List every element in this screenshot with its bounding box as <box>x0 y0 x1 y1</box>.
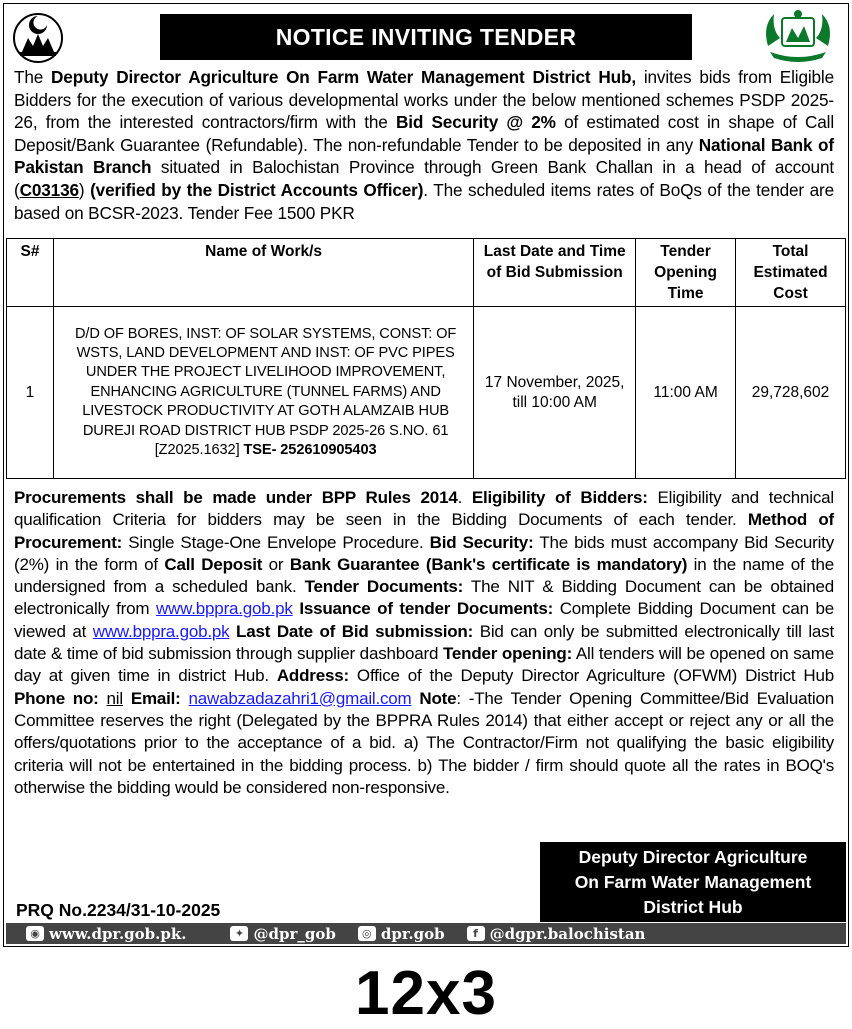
header-opening: Tender Opening Time <box>636 239 736 307</box>
notice-title: NOTICE INVITING TENDER <box>160 14 692 60</box>
signature-line-3: District Hub <box>643 896 743 917</box>
header-work: Name of Work/s <box>53 239 473 307</box>
header-cost: Total Estimated Cost <box>736 239 846 307</box>
signature-line-1: Deputy Director Agriculture <box>578 846 808 867</box>
footer-bar <box>6 923 846 944</box>
header-sno: S# <box>7 239 54 307</box>
email-link[interactable]: nawabzadazahri1@gmail.com <box>188 688 412 708</box>
twitter-icon: ✦ <box>230 926 248 941</box>
bppra-link-2[interactable]: www.bppra.gob.pk <box>92 621 230 641</box>
signature-line-2: On Farm Water Management <box>574 871 812 892</box>
row-last-date: 17 November, 2025, till 10:00 AM <box>474 307 636 479</box>
row-work: D/D OF BORES, INST: OF SOLAR SYSTEMS, CONST: OF WSTS, LAND DEVELOPMENT AND INST: OF PVC PIPES UNDER THE PROJECT LIVELIHOOD IMPROVEMENT, ENHANCING AGRICULTURE (TUNNEL FARMS) AND LIVESTOCK PRODUCTIVITY AT GOTH ALAMZAIB HUB DUREJI ROAD DISTRICT HUB PSDP 2025-26 S.NO. 61 [Z2025.1632] TSE- 252610905403 <box>53 307 473 479</box>
terms-paragraph: Procurements shall be made under BPP Rules 2014. Eligibility of Bidders: Eligibility and technical qualification Criteria for bidders may be seen in the Bidding Documents of each tender. Method of Procurement: Single Stage-One Envelope Procedure. Bid Security: The bids must accompany Bid Security (2%) in the form of Call Deposit or Bank Guarantee (Bank's certificate is mandatory) in the name of the undersigned from a scheduled bank. Tender Documents: The NIT & Bidding Document can be obtained electronically from www.bppra.gob.pk Issuance of tender Documents: Complete Bidding Document can be viewed at www.bppra.gob.pk Last Date of Bid submission: Bid can only be submitted electronically till last date & time of bid submission through supplier dashboard Tender opening: All tenders will be opened on same day at given time in district Hub. Address: Office of the Deputy Director Agriculture (OFWM) District Hub Phone no: nil Email: nawabzadazahri1@gmail.com Note: -The Tender Opening Committee/Bid Evaluation Committee reserves the right (Delegated by the BPPRA Rules 2014) that either accept or reject any or all the offers/quotations prior to the acceptance of a bid. a) The Contractor/Firm not qualifying the basic eligibility criteria will not be entertained in the bidding process. b) The bidder / firm should quote all the rates in BOQ's otherwise the bidding would be considered non-responsive. <box>14 488 835 797</box>
ad-size-label: 12x3 <box>355 959 497 1028</box>
tender-table <box>6 238 846 479</box>
bppra-link-1[interactable]: www.bppra.gob.pk <box>155 599 293 619</box>
table-header-row <box>7 239 846 307</box>
row-tse: TSE- 252610905403 <box>243 442 377 459</box>
instagram-icon: ◎ <box>358 926 376 941</box>
header-last-date: Last Date and Time of Bid Submission <box>474 239 636 307</box>
row-sno: 1 <box>7 307 54 479</box>
row-opening: 11:00 AM <box>636 307 736 479</box>
account-head: C03136 <box>19 179 79 200</box>
prq-number: PRQ No.2234/31-10-2025 <box>16 900 221 920</box>
footer-twitter[interactable]: ✦ @dpr_gob <box>230 925 335 943</box>
balochistan-emblem-icon <box>10 8 66 64</box>
footer-instagram[interactable]: ◎ dpr.gob <box>358 925 445 943</box>
intro-paragraph: The Deputy Director Agriculture On Farm Water Management District Hub, invites bids from Eligible Bidders for the execution of various developmental works under the below mentioned schemes PSDP 2025-26, from the interested contractors/firm with the Bid Security @ 2% of estimated cost in shape of Call Deposit/Bank Guarantee (Refundable). The non-refundable Tender to be deposited in any National Bank of Pakistan Branch situated in Balochistan Province through Green Bank Challan in a head of account (C03136) (verified by the District Accounts Officer). The scheduled items rates of BoQs of the tender are based on BCSR-2023. Tender Fee 1500 PKR <box>14 67 835 223</box>
table-row <box>7 307 846 479</box>
facebook-icon: f <box>467 926 485 941</box>
signature-block <box>540 842 846 922</box>
globe-icon: ◉ <box>26 926 44 941</box>
row-cost: 29,728,602 <box>736 307 846 479</box>
phone-value: nil <box>106 688 123 708</box>
government-crest-icon <box>760 6 836 64</box>
footer-website[interactable]: ◉ www.dpr.gob.pk. <box>26 925 186 943</box>
footer-facebook[interactable]: f @dgpr.balochistan <box>467 925 646 943</box>
